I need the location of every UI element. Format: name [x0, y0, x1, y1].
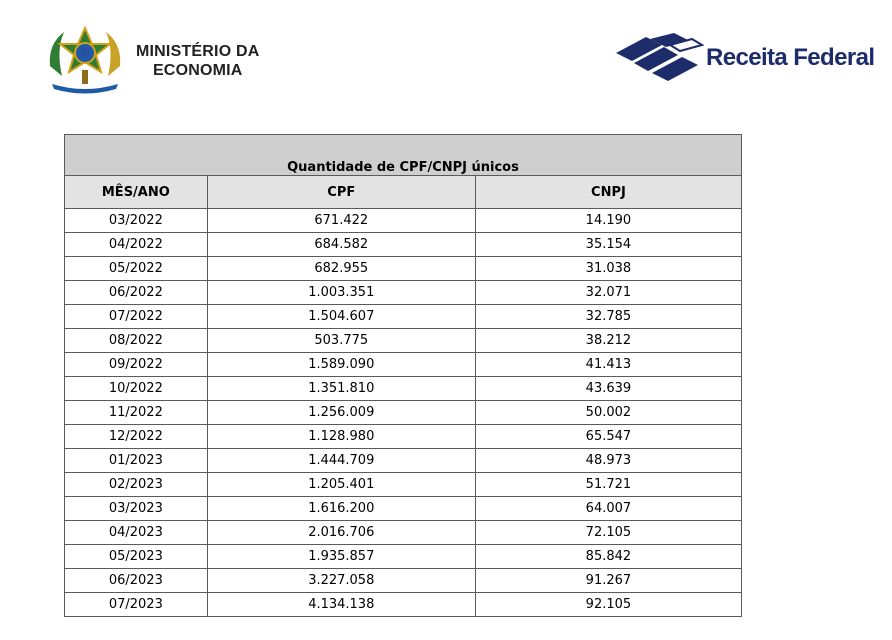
- table-row: [65, 473, 742, 497]
- cell-cnpj: 41.413: [475, 353, 741, 377]
- table-row: [65, 305, 742, 329]
- cell-month: 05/2022: [65, 257, 208, 281]
- cell-month: 03/2023: [65, 497, 208, 521]
- cell-cnpj: 65.547: [475, 425, 741, 449]
- receita-federal-logo-icon: [612, 33, 704, 83]
- table-title-row: [65, 135, 742, 176]
- table-row: [65, 425, 742, 449]
- table-row: [65, 353, 742, 377]
- cell-month: 03/2022: [65, 209, 208, 233]
- cell-cpf: 3.227.058: [207, 569, 475, 593]
- column-header-month: MÊS/ANO: [65, 176, 208, 209]
- cell-cnpj: 35.154: [475, 233, 741, 257]
- cell-cpf: 682.955: [207, 257, 475, 281]
- table-row: [65, 209, 742, 233]
- cell-cpf: 1.935.857: [207, 545, 475, 569]
- table-row: [65, 281, 742, 305]
- receita-federal-header: [612, 33, 874, 83]
- cell-month: 04/2022: [65, 233, 208, 257]
- cell-cpf: 4.134.138: [207, 593, 475, 617]
- cell-cpf: 1.616.200: [207, 497, 475, 521]
- table-row: [65, 545, 742, 569]
- cell-month: 07/2023: [65, 593, 208, 617]
- cell-cnpj: 92.105: [475, 593, 741, 617]
- cell-cpf: 503.775: [207, 329, 475, 353]
- table-row: [65, 593, 742, 617]
- cell-month: 06/2023: [65, 569, 208, 593]
- cell-month: 04/2023: [65, 521, 208, 545]
- cell-month: 10/2022: [65, 377, 208, 401]
- coat-of-arms-icon: [42, 26, 128, 96]
- cell-cnpj: 85.842: [475, 545, 741, 569]
- ministry-line-1: MINISTÉRIO DA: [136, 43, 260, 60]
- column-header-cpf: CPF: [207, 176, 475, 209]
- cell-cnpj: 51.721: [475, 473, 741, 497]
- table-row: [65, 377, 742, 401]
- cell-cpf: 1.205.401: [207, 473, 475, 497]
- cell-month: 06/2022: [65, 281, 208, 305]
- table-row: [65, 449, 742, 473]
- cell-month: 09/2022: [65, 353, 208, 377]
- cell-cpf: 1.128.980: [207, 425, 475, 449]
- cell-cpf: 1.351.810: [207, 377, 475, 401]
- cell-cnpj: 64.007: [475, 497, 741, 521]
- cell-cnpj: 91.267: [475, 569, 741, 593]
- cell-month: 12/2022: [65, 425, 208, 449]
- table-header-row: [65, 176, 742, 209]
- cell-month: 08/2022: [65, 329, 208, 353]
- cell-month: 02/2023: [65, 473, 208, 497]
- table-row: [65, 401, 742, 425]
- cell-cnpj: 32.785: [475, 305, 741, 329]
- cell-cnpj: 38.212: [475, 329, 741, 353]
- cell-cpf: 1.256.009: [207, 401, 475, 425]
- table-row: [65, 329, 742, 353]
- cell-month: 11/2022: [65, 401, 208, 425]
- cell-cnpj: 50.002: [475, 401, 741, 425]
- agency-name: Receita Federal: [706, 44, 875, 71]
- cell-cpf: 671.422: [207, 209, 475, 233]
- table-row: [65, 521, 742, 545]
- cell-cnpj: 43.639: [475, 377, 741, 401]
- cell-month: 07/2022: [65, 305, 208, 329]
- table-row: [65, 233, 742, 257]
- cell-cnpj: 48.973: [475, 449, 741, 473]
- ministry-name: [136, 42, 260, 80]
- cell-month: 01/2023: [65, 449, 208, 473]
- cell-cpf: 1.504.607: [207, 305, 475, 329]
- cpf-cnpj-table: [64, 134, 742, 617]
- column-header-cnpj: CNPJ: [475, 176, 741, 209]
- cell-month: 05/2023: [65, 545, 208, 569]
- cell-cpf: 1.589.090: [207, 353, 475, 377]
- cell-cpf: 1.444.709: [207, 449, 475, 473]
- cell-cpf: 2.016.706: [207, 521, 475, 545]
- table-title: Quantidade de CPF/CNPJ únicos: [65, 135, 742, 176]
- cell-cnpj: 72.105: [475, 521, 741, 545]
- ministry-header: [42, 26, 260, 96]
- table-row: [65, 569, 742, 593]
- cell-cnpj: 31.038: [475, 257, 741, 281]
- table-row: [65, 497, 742, 521]
- cell-cpf: 684.582: [207, 233, 475, 257]
- cell-cnpj: 14.190: [475, 209, 741, 233]
- cell-cnpj: 32.071: [475, 281, 741, 305]
- ministry-line-2: ECONOMIA: [152, 62, 243, 79]
- cell-cpf: 1.003.351: [207, 281, 475, 305]
- table-row: [65, 257, 742, 281]
